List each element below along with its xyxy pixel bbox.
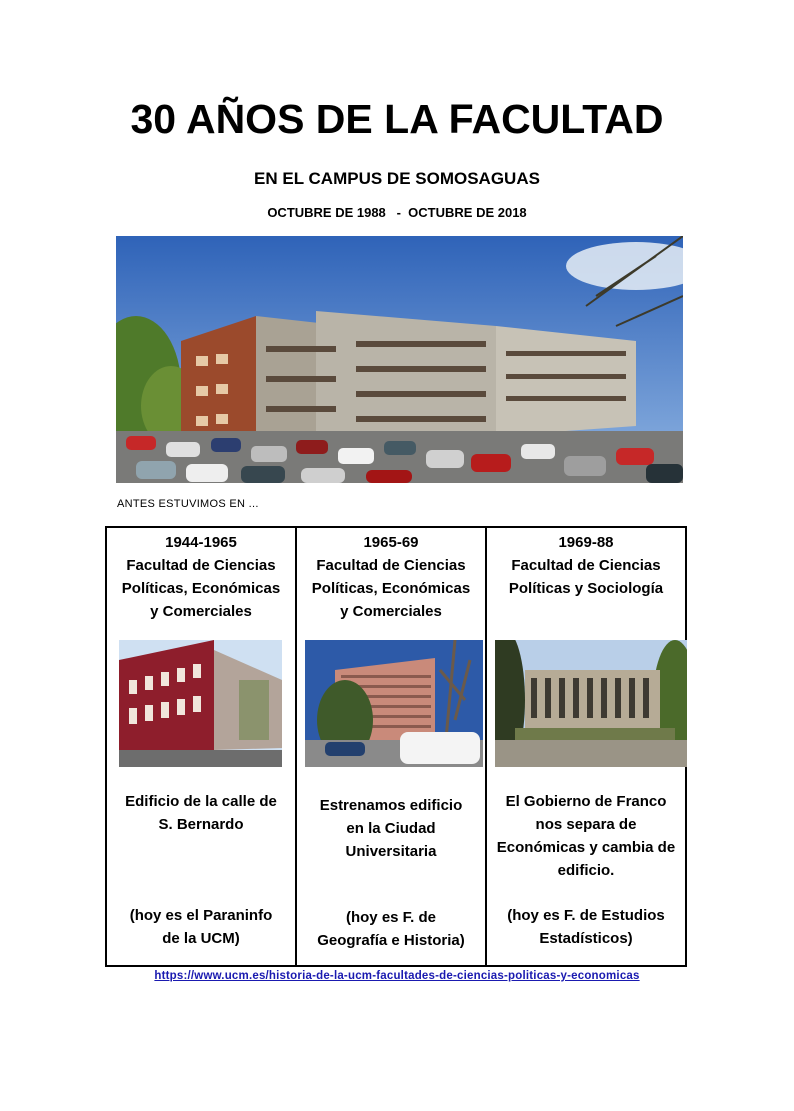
column-note (301, 906, 481, 952)
column-name-line: Políticas, Económicas (121, 580, 281, 597)
column-header (107, 531, 295, 623)
column-name-line: y Comerciales (150, 603, 252, 620)
column-years: 1944-1965 (165, 534, 237, 551)
description-line: Económicas y cambia de (496, 839, 676, 856)
column-name-line: Políticas y Sociología (508, 580, 664, 597)
history-column-1969 (485, 528, 685, 965)
date-range: OCTUBRE DE 1988 - OCTUBRE DE 2018 (267, 205, 527, 220)
description-line: Universitaria (345, 843, 437, 860)
estadisticos-building-photo (495, 640, 687, 767)
san-bernardo-building-photo (119, 640, 282, 767)
campus-building-photo (116, 236, 683, 483)
column-note (111, 904, 291, 950)
note-line: (hoy es F. de Estudios (507, 907, 665, 924)
page-subtitle: EN EL CAMPUS DE SOMOSAGUAS (254, 169, 540, 188)
column-years: 1965-69 (363, 534, 419, 551)
description-line: edificio. (557, 862, 615, 879)
column-header (297, 531, 485, 623)
description-line: nos separa de (535, 816, 637, 833)
description-line: El Gobierno de Franco (505, 793, 667, 810)
column-name-line: Facultad de Ciencias (316, 557, 466, 574)
history-table (105, 526, 687, 967)
note-line: (hoy es F. de (345, 909, 437, 926)
description-line: en la Ciudad (346, 820, 436, 837)
column-header (487, 531, 685, 600)
description-line: Estrenamos edificio (319, 797, 463, 814)
column-note (491, 904, 681, 950)
column-years: 1969-88 (558, 534, 614, 551)
note-line: Estadísticos) (539, 930, 633, 947)
column-description (111, 790, 291, 836)
note-line: (hoy es el Paraninfo (129, 907, 273, 924)
column-name-line: Facultad de Ciencias (511, 557, 661, 574)
history-column-1965 (295, 528, 485, 965)
page-title: 30 AÑOS DE LA FACULTAD (130, 96, 664, 142)
column-description (301, 794, 481, 863)
column-name-line: Políticas, Económicas (311, 580, 471, 597)
history-column-1944 (107, 528, 295, 965)
column-name-line: Facultad de Ciencias (126, 557, 276, 574)
description-line: Edificio de la calle de (125, 793, 277, 810)
note-line: Geografía e Historia) (317, 932, 465, 949)
ucm-history-link[interactable]: https://www.ucm.es/historia-de-la-ucm-facultades-de-ciencias-politicas-y-economicas (154, 970, 640, 982)
ciudad-universitaria-building-photo (305, 640, 483, 767)
note-line: de la UCM) (162, 930, 240, 947)
column-description (491, 790, 681, 882)
column-name-line: y Comerciales (340, 603, 442, 620)
description-line: S. Bernardo (158, 816, 244, 833)
antes-label: ANTES ESTUVIMOS EN ... (117, 498, 259, 510)
